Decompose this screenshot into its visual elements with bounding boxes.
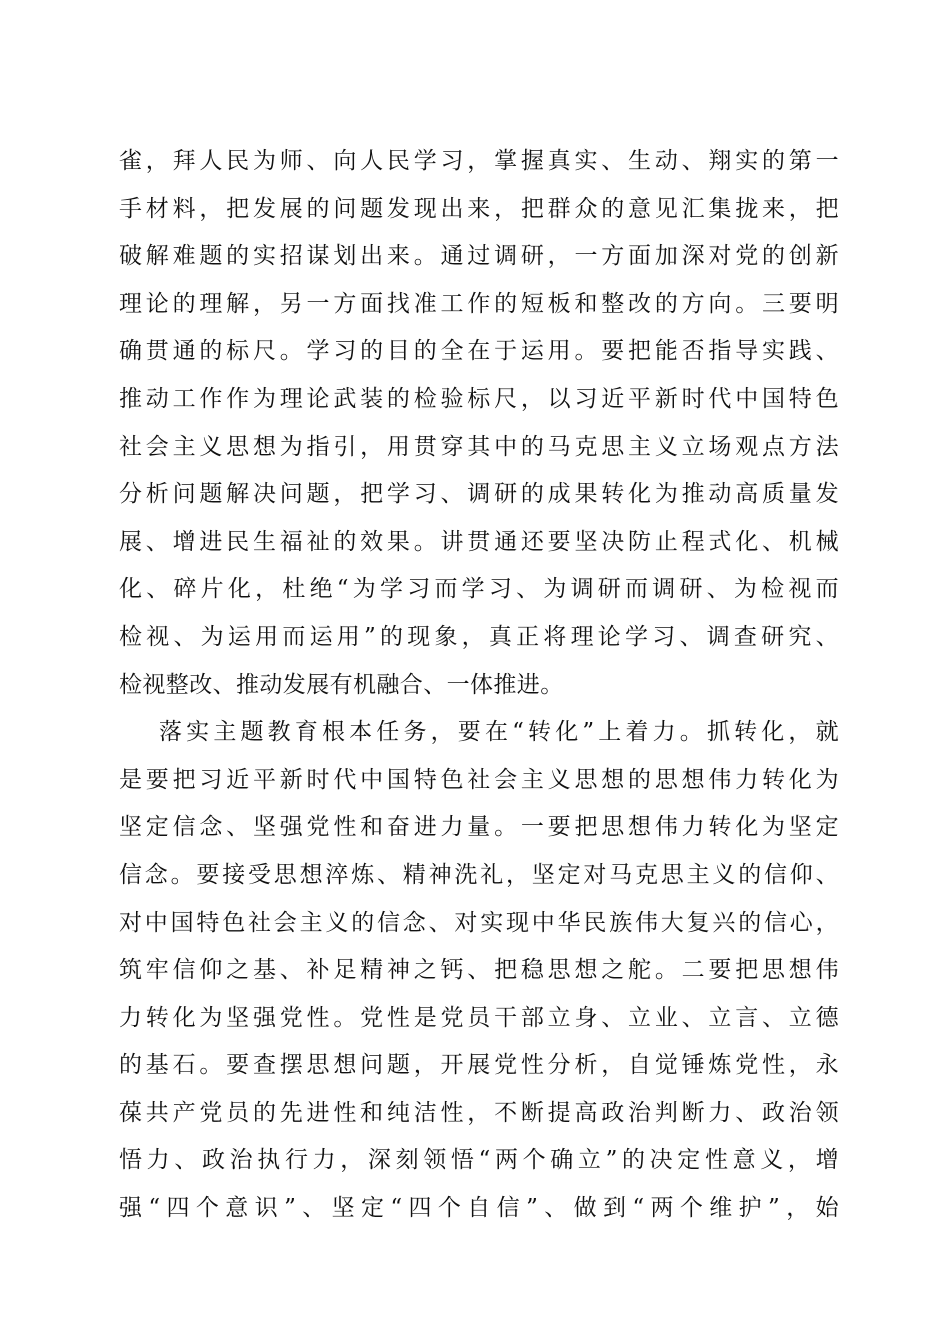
text-line: 推动工作作为理论武装的检验标尺，以习近平新时代中国特色 <box>119 385 839 412</box>
text-line: 力转化为坚强党性。党性是党员干部立身、立业、立言、立德 <box>119 1004 839 1031</box>
text-line: 雀，拜人民为师、向人民学习，掌握真实、生动、翔实的第一 <box>119 148 839 174</box>
text-line: 是要把习近平新时代中国特色社会主义思想的思想伟力转化为 <box>119 766 839 793</box>
paragraph-first-line: 落实主题教育根本任务，要在“转化”上着力。抓转化，就 <box>159 719 839 746</box>
text-line: 强“四个意识”、坚定“四个自信”、做到“两个维护”，始 <box>119 1195 839 1222</box>
text-line: 化、碎片化，杜绝“为学习而学习、为调研而调研、为检视而 <box>119 576 839 603</box>
text-line: 分析问题解决问题，把学习、调研的成果转化为推动高质量发 <box>119 481 839 508</box>
text-line: 坚定信念、坚强党性和奋进力量。一要把思想伟力转化为坚定 <box>119 814 839 841</box>
text-line: 筑牢信仰之基、补足精神之钙、把稳思想之舵。二要把思想伟 <box>119 957 839 984</box>
text-line: 手材料，把发展的问题发现出来，把群众的意见汇集拢来，把 <box>119 195 839 222</box>
text-line: 社会主义思想为指引，用贯穿其中的马克思主义立场观点方法 <box>119 433 839 460</box>
text-line: 检视整改、推动发展有机融合、一体推进。 <box>119 671 564 698</box>
text-line: 展、增进民生福祉的效果。讲贯通还要坚决防止程式化、机械 <box>119 528 839 555</box>
text-line: 悟力、政治执行力，深刻领悟“两个确立”的决定性意义，增 <box>119 1147 839 1174</box>
text-line: 理论的理解，另一方面找准工作的短板和整改的方向。三要明 <box>119 290 839 317</box>
text-line: 破解难题的实招谋划出来。通过调研，一方面加深对党的创新 <box>119 243 839 270</box>
text-line: 对中国特色社会主义的信念、对实现中华民族伟大复兴的信心， <box>119 909 839 936</box>
body-text <box>119 138 839 1233</box>
text-line: 葆共产党员的先进性和纯洁性，不断提高政治判断力、政治领 <box>119 1099 839 1126</box>
text-line: 确贯通的标尺。学习的目的全在于运用。要把能否指导实践、 <box>119 338 839 365</box>
text-line: 信念。要接受思想淬炼、精神洗礼，坚定对马克思主义的信仰、 <box>119 861 839 888</box>
text-line: 的基石。要查摆思想问题，开展党性分析，自觉锤炼党性，永 <box>119 1052 839 1079</box>
text-line: 检视、为运用而运用”的现象，真正将理论学习、调查研究、 <box>119 623 839 650</box>
